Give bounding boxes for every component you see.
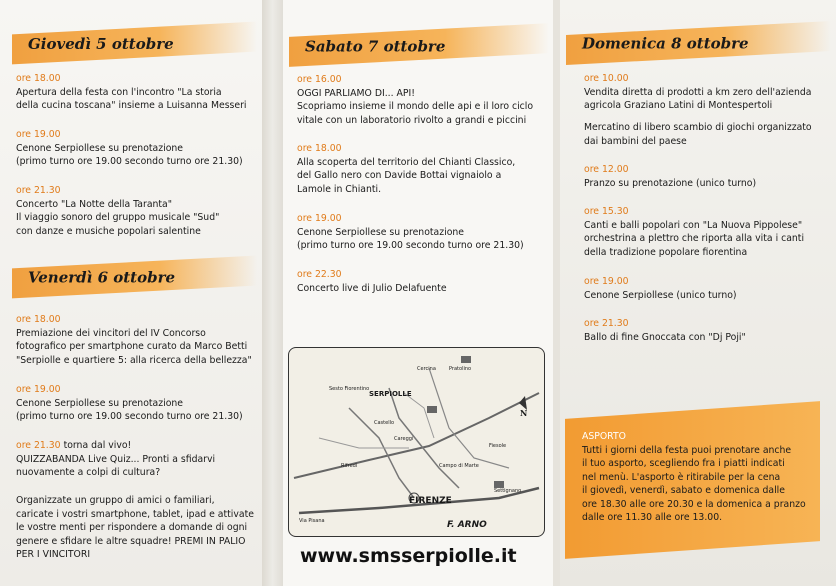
map-building [461,356,471,363]
event-time: ore 19.00 [16,384,61,395]
website-url[interactable]: www.smsserpiolle.it [300,545,517,567]
event-sunday-1 [584,72,811,113]
event-text: Concerto "La Notte della Taranta" [16,198,173,210]
event-sunday-1b [584,121,812,148]
map-label: Cercina [417,366,436,372]
event-text: Cenone Serpiollese su prenotazione [297,226,464,238]
event-time: ore 21.30 [16,185,61,196]
event-saturday-2 [297,142,515,196]
asporto-line: il tuo asporto, scegliendo fra i piatti indicati [582,458,785,469]
event-sunday-2 [584,163,756,190]
event-time: ore 15.30 [584,206,629,217]
event-text: genere e sfidare le altre squadre! PREMI IN PALIO [16,535,246,547]
event-friday-4 [16,494,254,562]
map-label-firenze: FIRENZE [409,496,452,506]
banner-thursday-label: Giovedì 5 ottobre [28,34,174,53]
area-map [288,347,545,537]
event-thursday-3 [16,184,219,238]
event-text: vitale con un laboratorio rivolto a grandi e piccini [297,114,527,126]
asporto-text [582,430,812,525]
map-label-arno: F. ARNO [447,520,487,530]
event-thursday-1 [16,72,247,113]
event-friday-3 [16,439,215,480]
asporto-title: ASPORTO [582,431,626,442]
event-text: orchestrina a plettro che riporta alla vita i canti [584,233,805,244]
map-road [294,393,539,478]
event-friday-1 [16,313,252,367]
event-time: ore 22.30 [297,269,342,280]
event-text: Premiazione dei vincitori del IV Concorso [16,327,206,339]
event-sunday-3 [584,205,804,259]
event-text: Alla scoperta del territorio del Chianti Classico, [297,156,516,168]
event-sunday-5 [584,317,746,344]
map-label: Sesto Fiorentino [329,386,370,392]
map-label: Rifredi [341,463,358,469]
event-saturday-3 [297,212,524,253]
event-text: agricola Graziano Latini di Montespertoli [584,100,773,111]
event-text: caricate i vostri smartphone, tablet, ipad e attivate [16,508,254,520]
event-text: (primo turno ore 19.00 secondo turno ore 21.30) [297,240,524,251]
event-text: Vendita diretta di prodotti a km zero dell'azienda [584,86,812,98]
event-text: della cucina toscana" insieme a Luisanna Messeri [16,100,247,111]
asporto-line: nel menù. L'asporto è ritirabile per la cena [582,471,781,483]
event-text: Cenone Serpiollese su prenotazione [16,397,183,409]
event-time: ore 10.00 [584,73,629,84]
event-text: con danze e musiche popolari salentine [16,225,201,237]
fold-gutter [262,0,283,586]
event-text: Apertura della festa con l'incontro "La storia [16,86,222,98]
event-text: fotografico per smartphone curato da Marco Betti [16,341,248,352]
event-text: Ballo di fine Gnoccata con "Dj Poji" [584,331,746,343]
event-time: ore 18.00 [297,143,342,154]
event-text: OGGI PARLIAMO DI... API! [297,87,415,99]
event-time: ore 19.00 [584,276,629,287]
map-label: Pratolino [449,366,472,372]
event-text: Cenone Serpiollese su prenotazione [16,142,183,154]
event-text: del Gallo nero con Davide Bottai vignaiolo a [297,170,502,181]
event-text: della tradizione popolare fiorentina [584,246,748,258]
map-label: Careggi [394,436,414,442]
map-label: Fiesole [489,443,507,449]
event-thursday-2 [16,128,243,169]
event-text: dai bambini del paese [584,135,687,147]
event-time: ore 18.00 [16,314,61,325]
event-text: Il viaggio sonoro del gruppo musicale "Sud" [16,212,220,223]
event-text: Organizzate un gruppo di amici o familiari, [16,495,215,506]
event-time: ore 16.00 [297,74,342,85]
map-road [429,368,509,468]
event-sunday-4 [584,275,737,302]
event-text: Lamole in Chianti. [297,183,382,195]
map-label: Campo di Marte [439,463,479,469]
event-saturday-4 [297,268,447,295]
map-road [404,393,434,438]
event-friday-2 [16,383,243,424]
asporto-line: dalle ore 11.30 alle ore 13.00. [582,512,723,523]
event-text: torna dal vivo! [60,440,132,451]
asporto-line: Tutti i giorni della festa puoi prenotare anche [582,444,792,456]
event-text: nuovamente a colpi di cultura? [16,467,161,478]
asporto-line: il giovedì, venerdì, sabato e domenica dalle [582,485,785,496]
fold-gutter [553,0,560,586]
event-time: ore 18.00 [16,73,61,84]
event-saturday-1 [297,73,533,127]
map-label-serpiolle: SERPIOLLE [369,390,412,398]
event-time: ore 12.00 [584,164,629,175]
event-text: QUIZZABANDA Live Quiz... Pronti a sfidarvi [16,453,216,465]
event-text: Cenone Serpiollese (unico turno) [584,289,737,301]
event-text: PER I VINCITORI [16,549,91,560]
event-text: Scopriamo insieme il mondo delle api e il loro ciclo [297,101,534,112]
map-label-north: N [520,408,528,418]
event-text: "Serpiolle e quartiere 5: alla ricerca della bellezza" [16,354,252,366]
event-time: ore 21.30 [584,318,629,329]
map-drawing [289,348,544,536]
banner-saturday-label: Sabato 7 ottobre [305,37,446,56]
map-label: Castello [374,420,395,426]
asporto-line: ore 18.30 alle ore 20.30 e la domenica a pranzo [582,498,806,510]
event-text: Concerto live di Julio Delafuente [297,282,447,294]
event-time: ore 19.00 [16,129,61,140]
banner-sunday-label: Domenica 8 ottobre [582,34,749,53]
event-text: le vostre menti per rispondere a domande di ogni [16,522,248,533]
map-building [494,481,504,488]
event-time: ore 19.00 [297,213,342,224]
event-text: Pranzo su prenotazione (unico turno) [584,177,757,189]
event-text: Mercatino di libero scambio di giochi organizzato [584,122,812,133]
event-text: (primo turno ore 19.00 secondo turno ore 21.30) [16,411,243,422]
event-text: Canti e balli popolari con "La Nuova Pippolese" [584,219,803,231]
map-label: Settignano [494,488,522,494]
map-building [427,406,437,413]
map-label: Via Pisana [299,518,325,524]
event-time: ore 21.30 [16,440,61,451]
banner-friday-label: Venerdì 6 ottobre [28,268,176,287]
event-text: (primo turno ore 19.00 secondo turno ore 21.30) [16,156,243,167]
